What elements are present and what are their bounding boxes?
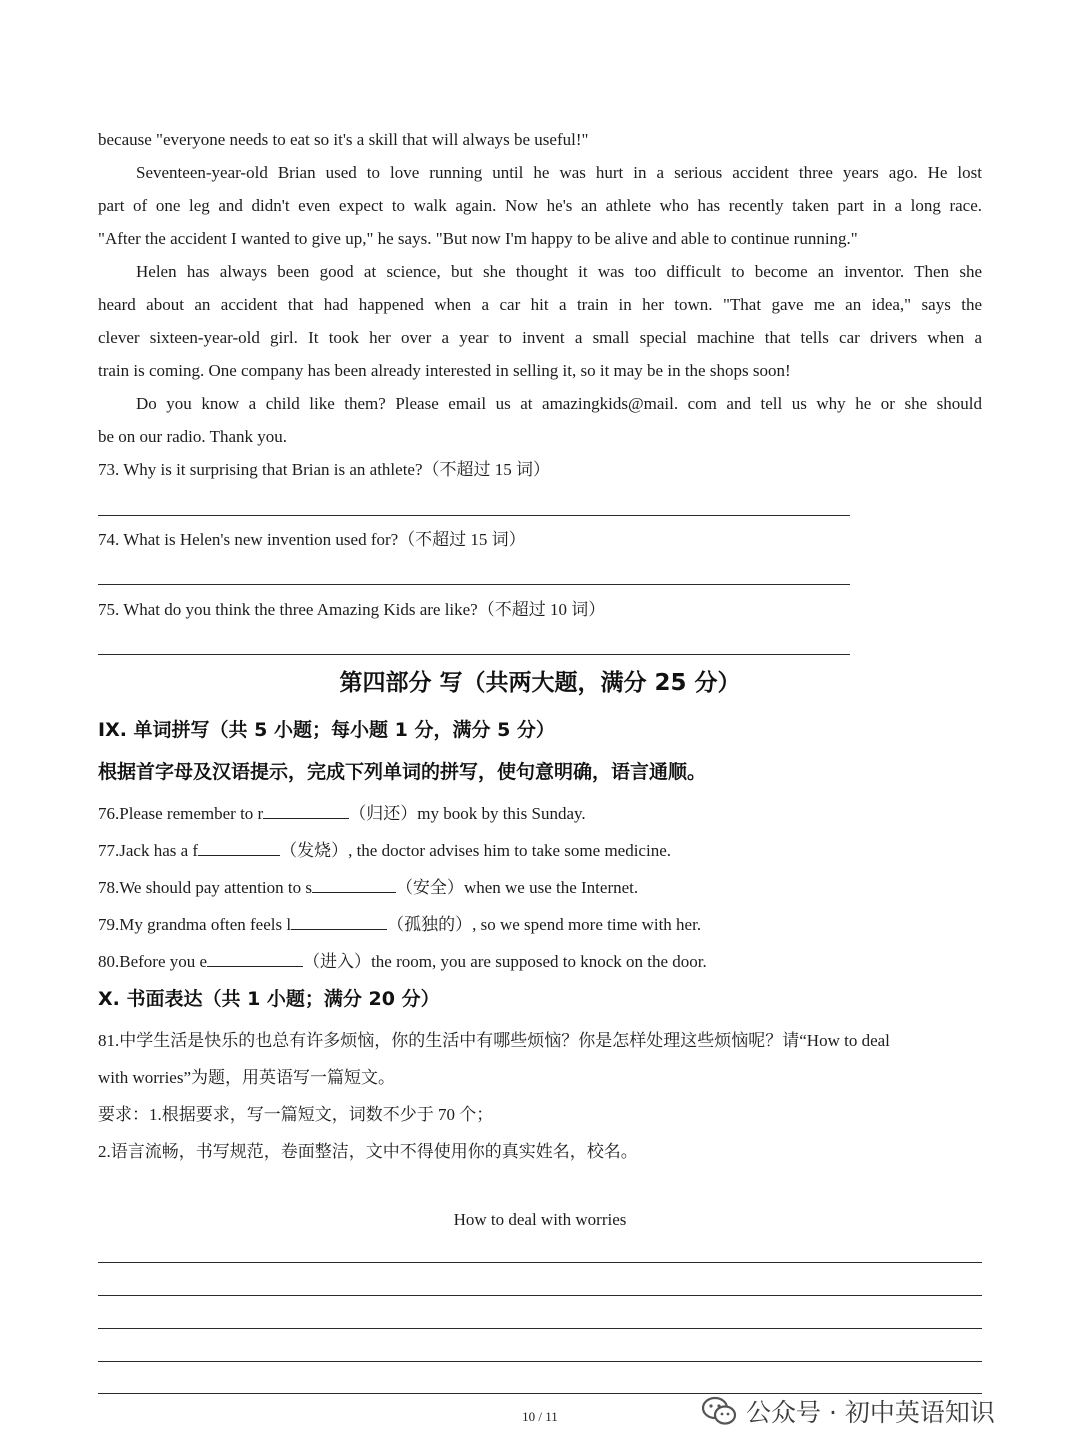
- wechat-icon: [700, 1396, 738, 1426]
- item-text: 77.Jack has a f: [98, 841, 199, 860]
- blank-76[interactable]: [263, 802, 349, 819]
- essay-writing-line[interactable]: [98, 1328, 982, 1329]
- passage-line: Helen has always been good at science, but she thought it was too difficult to become an inventor. Then she: [136, 262, 982, 281]
- part4-title: 第四部分 写（共两大题，满分 25 分）: [339, 670, 741, 696]
- passage-line: heard about an accident that had happened when a car hit a train in her town. "That gave me an idea," says the: [98, 295, 982, 314]
- essay-writing-line[interactable]: [98, 1361, 982, 1362]
- item-text: 80.Before you e: [98, 952, 208, 971]
- spelling-item-80: [98, 950, 982, 973]
- section9-heading: IX. 单词拼写（共 5 小题；每小题 1 分，满分 5 分）: [98, 719, 555, 741]
- item-text: my book by this Sunday.: [417, 804, 586, 823]
- answer-line-74[interactable]: [98, 584, 850, 585]
- page-number: 10 / 11: [522, 1409, 558, 1424]
- essay-prompt-line: 81.中学生活是快乐的也总有许多烦恼，你的生活中有哪些烦恼？你是怎样处理这些烦恼呢？请“How to deal: [98, 1031, 890, 1050]
- item-hint: （安全）: [395, 878, 464, 897]
- essay-writing-line[interactable]: [98, 1295, 982, 1296]
- section9-instruction: 根据首字母及汉语提示，完成下列单词的拼写，使句意明确，语言通顺。: [98, 761, 707, 783]
- item-text: 76.Please remember to r: [98, 804, 264, 823]
- passage-line: "After the accident I wanted to give up," he says. "But now I'm happy to be alive and able to continue running.": [98, 229, 858, 248]
- item-text: , the doctor advises him to take some medicine.: [348, 841, 671, 860]
- passage-line: be on our radio. Thank you.: [98, 427, 288, 446]
- spelling-item-78: [98, 876, 982, 899]
- spelling-item-77: [98, 839, 982, 862]
- item-hint: （孤独的）: [387, 915, 473, 934]
- item-hint: （发烧）: [280, 841, 349, 860]
- spelling-item-76: [98, 802, 982, 825]
- essay-requirement: 要求：1.根据要求，写一篇短文，词数不少于 70 个；: [98, 1105, 494, 1124]
- passage-line: part of one leg and didn't even expect to walk again. Now he's an athlete who has recently taken part in a long race.: [98, 196, 982, 215]
- watermark-text: 公众号 · 初中英语知识: [746, 1398, 995, 1427]
- item-text: when we use the Internet.: [463, 878, 639, 897]
- passage-line: train is coming. One company has been already interested in selling it, so it may be in the shops soon!: [98, 361, 791, 380]
- question-75: 75. What do you think the three Amazing Kids are like?（不超过 10 词）: [98, 600, 606, 619]
- blank-77[interactable]: [198, 839, 280, 856]
- answer-line-73[interactable]: [98, 515, 850, 516]
- question-74: 74. What is Helen's new invention used for?（不超过 15 词）: [98, 530, 526, 549]
- essay-requirement: 2.语言流畅，书写规范，卷面整洁，文中不得使用你的真实姓名，校名。: [98, 1142, 638, 1161]
- passage-line: because "everyone needs to eat so it's a skill that will always be useful!": [98, 130, 589, 149]
- watermark: [700, 1393, 995, 1429]
- essay-writing-line[interactable]: [98, 1262, 982, 1263]
- essay-prompt-line: with worries”为题，用英语写一篇短文。: [98, 1068, 396, 1087]
- passage-line: clever sixteen-year-old girl. It took her over a year to invent a small special machine that tells car drivers when a: [98, 328, 982, 347]
- item-hint: （进入）: [303, 952, 372, 971]
- blank-79[interactable]: [291, 913, 387, 930]
- passage-line: Do you know a child like them? Please email us at amazingkids@mail. com and tell us why he or she should: [136, 394, 982, 413]
- answer-line-75[interactable]: [98, 654, 850, 655]
- passage-line: Seventeen-year-old Brian used to love running until he was hurt in a serious accident three years ago. He lost: [136, 163, 982, 182]
- question-73: 73. Why is it surprising that Brian is an athlete?（不超过 15 词）: [98, 460, 551, 479]
- item-hint: （归还）: [349, 804, 418, 823]
- blank-78[interactable]: [312, 876, 396, 893]
- essay-title: How to deal with worries: [453, 1210, 627, 1229]
- item-text: , so we spend more time with her.: [472, 915, 702, 934]
- item-text: the room, you are supposed to knock on the door.: [371, 952, 707, 971]
- blank-80[interactable]: [207, 950, 303, 967]
- item-text: 78.We should pay attention to s: [98, 878, 312, 897]
- item-text: 79.My grandma often feels l: [98, 915, 292, 934]
- spelling-item-79: [98, 913, 982, 936]
- section10-heading: X. 书面表达（共 1 小题；满分 20 分）: [98, 988, 440, 1010]
